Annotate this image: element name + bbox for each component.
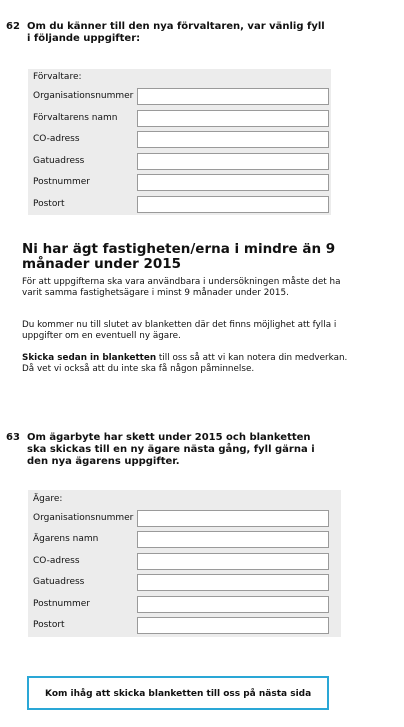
owner-name-input[interactable]: [137, 531, 329, 548]
manager-name-label: Förvaltarens namn: [33, 113, 118, 123]
manager-row-zip: [28, 174, 331, 192]
manager-orgnr-label: Organisationsnummer: [33, 91, 134, 101]
owner-co-input[interactable]: [137, 553, 329, 570]
manager-city-input[interactable]: [137, 196, 329, 213]
manager-form-panel: [28, 69, 331, 215]
owner-panel-title: Ägare:: [33, 494, 63, 504]
info-paragraph-1: För att uppgifterna ska vara användbara i undersökningen måste det ha varit samma fastighetsägare i minst 9 månader under 2015.: [22, 277, 341, 298]
manager-row-street: [28, 153, 331, 171]
owner-orgnr-input[interactable]: [137, 510, 329, 527]
owner-zip-label: Postnummer: [33, 599, 91, 609]
manager-co-input[interactable]: [137, 131, 329, 148]
info-paragraph-3: [22, 353, 362, 374]
info-paragraph-3-rest: till oss så att vi kan notera din medverkan. Då vet vi också att du inte ska få någon påminnelse.: [22, 353, 348, 374]
manager-zip-label: Postnummer: [33, 177, 91, 187]
owner-row-street: [28, 574, 341, 592]
info-heading: Ni har ägt fastigheten/erna i mindre än 9 månader under 2015: [22, 241, 336, 272]
manager-city-label: Postort: [33, 199, 65, 209]
owner-co-label: CO-adress: [33, 556, 80, 566]
owner-row-co: [28, 553, 341, 571]
manager-street-label: Gatuadress: [33, 156, 85, 166]
owner-street-label: Gatuadress: [33, 577, 85, 587]
manager-row-city: [28, 196, 331, 214]
owner-zip-input[interactable]: [137, 596, 329, 613]
question-62-number: 62: [6, 21, 20, 32]
question-62-text: Om du känner till den nya förvaltaren, var vänlig fyll i följande uppgifter:: [27, 21, 325, 44]
manager-row-name: [28, 110, 331, 128]
question-63-number: 63: [6, 432, 20, 443]
manager-orgnr-input[interactable]: [137, 88, 329, 105]
manager-zip-input[interactable]: [137, 174, 329, 191]
owner-form-panel: [28, 490, 341, 637]
owner-city-label: Postort: [33, 620, 65, 630]
manager-panel-title: Förvaltare:: [33, 72, 82, 82]
owner-name-label: Ägarens namn: [33, 534, 99, 544]
question-63-text: Om ägarbyte har skett under 2015 och blanketten ska skickas till en ny ägare nästa gång, fyll gärna i den nya ägarens uppgifter.: [27, 432, 315, 467]
info-paragraph-3-bold: Skicka sedan in blanketten: [22, 353, 157, 363]
owner-row-name: [28, 531, 341, 549]
owner-row-zip: [28, 596, 341, 614]
manager-street-input[interactable]: [137, 153, 329, 170]
owner-city-input[interactable]: [137, 617, 329, 634]
manager-co-label: CO-adress: [33, 134, 80, 144]
reminder-text: Kom ihåg att skicka blanketten till oss på nästa sida: [45, 689, 312, 699]
info-paragraph-2: Du kommer nu till slutet av blanketten där det finns möjlighet att fylla i uppgifter om en eventuell ny ägare.: [22, 320, 337, 341]
owner-street-input[interactable]: [137, 574, 329, 591]
owner-row-orgnr: [28, 510, 341, 528]
manager-name-input[interactable]: [137, 110, 329, 127]
manager-row-orgnr: [28, 88, 331, 106]
owner-orgnr-label: Organisationsnummer: [33, 513, 134, 523]
manager-row-co: [28, 131, 331, 149]
reminder-box: [27, 676, 329, 710]
owner-row-city: [28, 617, 341, 635]
